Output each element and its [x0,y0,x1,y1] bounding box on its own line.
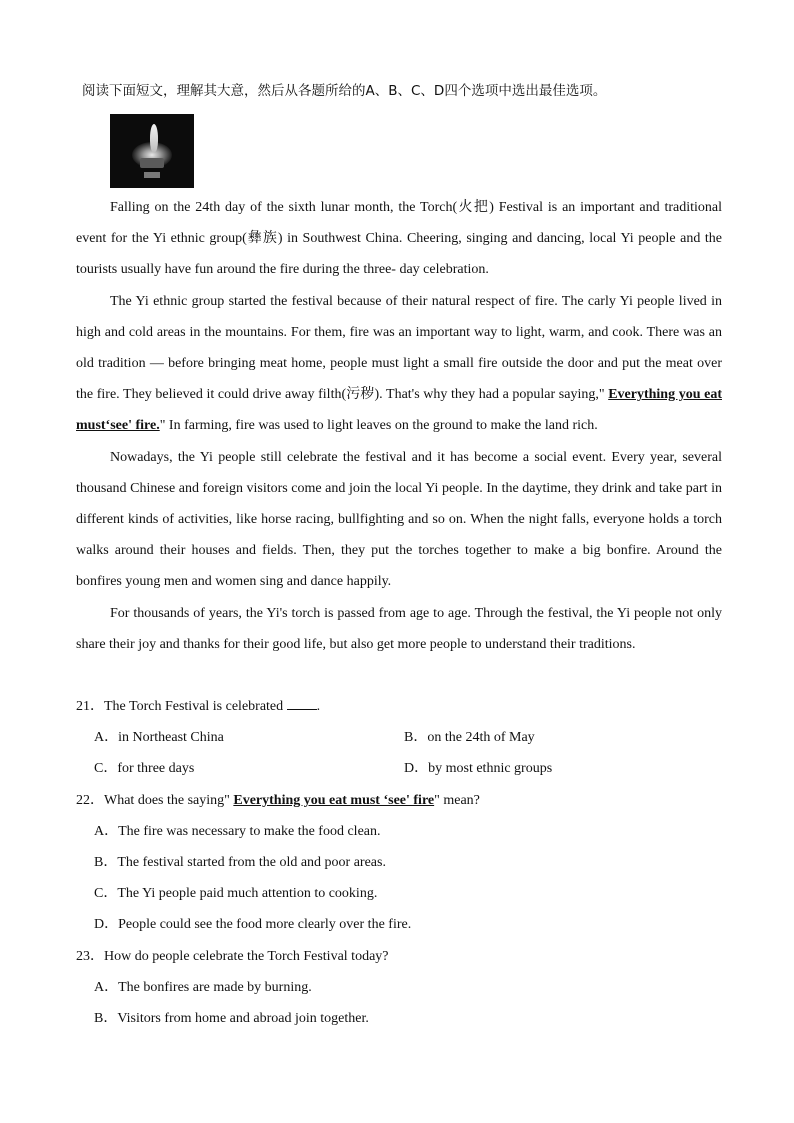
option-23-a[interactable]: A．The bonfires are made by burning. [94,979,312,995]
question-21-options-row-2 [76,753,722,784]
option-22-d[interactable]: D．People could see the food more clearly over the fire. [94,917,412,933]
option-21-a[interactable]: A．in Northeast China [94,730,224,746]
torch-flame [150,124,158,152]
torch-photo [110,114,194,188]
question-21-options-row-1 [76,722,722,753]
question-21-stem [76,691,722,722]
question-22-saying: Everything you eat must ‘see' fire [233,792,435,808]
option-22-a[interactable]: A．The fire was necessary to make the food clean. [94,823,381,839]
question-22-stem [76,785,722,816]
option-22-b[interactable]: B．The festival started from the old and poor areas. [94,855,386,871]
reading-passage [76,192,722,660]
torch-base [140,158,164,168]
paragraph-2-before: The Yi ethnic group started the festival because of their natural respect of fire. The carly Yi people lived in high and cold areas in the mountains. For them, fire was an important way to light, warm, and cook. There was an old tradition — before bringing meat home, people must light a small fire outside the door and put the meat over the fire. They believed it could drive away filth(污秽). That's why they had a popular saying," [76,293,722,403]
option-21-c[interactable]: C．for three days [94,761,195,777]
paragraph-2 [76,286,722,442]
question-21-end: . [316,699,321,714]
question-22-text-before: 22．What does the saying" [76,792,234,808]
question-22-text-after: " mean? [434,792,480,808]
paragraph-1: Falling on the 24th day of the sixth lunar month, the Torch(火把) Festival is an important and traditional event for the Yi ethnic group(彝族) in Southwest China. Cheering, singing and dancing, local Yi people and the tourists usually have fun around the fire during the three- day celebration. [76,200,722,278]
paragraph-2-after: " In farming, fire was used to light leaves on the ground to make the land rich. [159,418,598,434]
question-21-text: 21．The Torch Festival is celebrated [76,699,287,714]
paragraph-3: Nowadays, the Yi people still celebrate the festival and it has become a social event. Every year, several thousand Chinese and foreign visitors come and join the local Yi people. In the daytime, they drink and take part in different kinds of activities, like horse racing, bullfighting and so on. When the night falls, everyone holds a torch walks around their houses and fields. Then, they put the torches together to make a big bonfire. Around the bonfires young men and women sing and dance happily. [76,449,722,590]
option-22-c[interactable]: C．The Yi people paid much attention to cooking. [94,886,378,902]
instruction-text: 阅读下面短文，理解其大意，然后从各题所给的A、B、C、D四个选项中选出最佳选项。 [82,83,607,99]
highlighted-saying: Everything you eat must‘see' fire. [76,387,722,434]
option-21-d[interactable]: D．by most ethnic groups [404,761,553,777]
answer-blank [287,697,317,710]
question-23-stem: 23．How do people celebrate the Torch Festival today? [76,948,389,964]
option-21-b[interactable]: B．on the 24th of May [404,730,535,746]
option-23-b[interactable]: B．Visitors from home and abroad join together. [94,1011,369,1027]
question-list [76,691,722,1034]
photo-caption-mark [144,172,160,178]
paragraph-4: For thousands of years, the Yi's torch is passed from age to age. Through the festival, the Yi people not only share their joy and thanks for their good life, but also get more people to understand their traditions. [76,605,722,652]
